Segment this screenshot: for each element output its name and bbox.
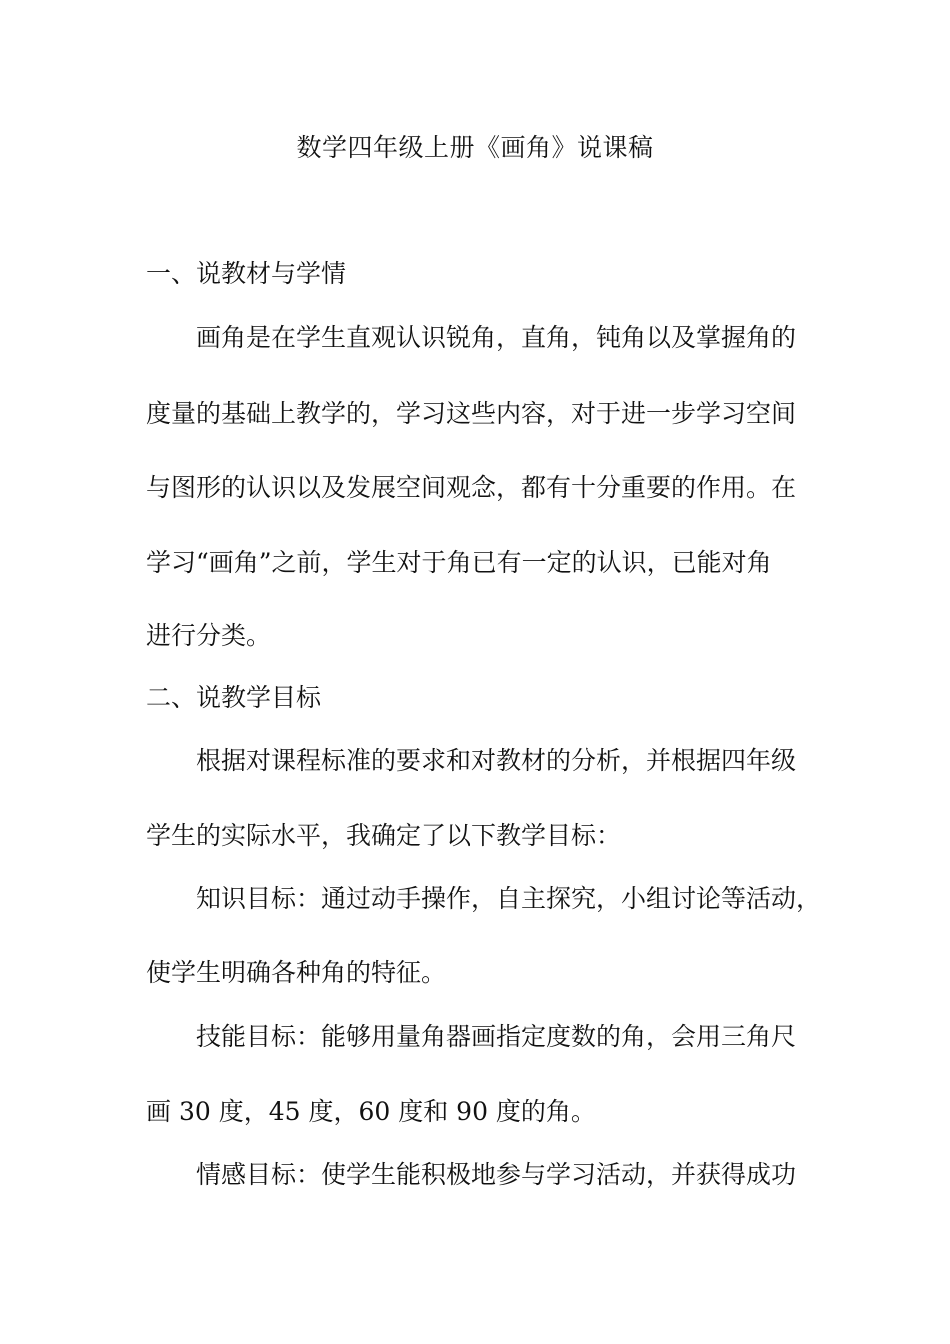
paragraph-line: 与图形的认识以及发展空间观念，都有十分重要的作用。在 (146, 473, 797, 502)
paragraph-line: 画 30 度，45 度，60 度和 90 度的角。 (146, 1097, 596, 1126)
paragraph-line: 度量的基础上教学的，学习这些内容，对于进一步学习空间 (146, 399, 797, 428)
paragraph-line: 进行分类。 (146, 621, 272, 650)
paragraph-line: 学习“画角”之前，学生对于角已有一定的认识，已能对角 (146, 548, 772, 577)
paragraph-line: 画角是在学生直观认识锐角，直角，钝角以及掌握角的 (196, 323, 797, 352)
paragraph-line: 使学生明确各种角的特征。 (146, 958, 447, 987)
paragraph-line: 学生的实际水平，我确定了以下教学目标： (146, 821, 622, 850)
section-heading-goals: 二、说教学目标 (146, 683, 322, 712)
section-heading-textbook: 一、说教材与学情 (146, 259, 347, 288)
skill-goal-line: 技能目标：能够用量角器画指定度数的角，会用三角尺 (196, 1022, 797, 1051)
emotion-goal-line: 情感目标：使学生能积极地参与学习活动，并获得成功 (196, 1160, 797, 1189)
document-title: 数学四年级上册《画角》说课稿 (296, 133, 654, 162)
paragraph-line: 根据对课程标准的要求和对教材的分析，并根据四年级 (196, 746, 797, 775)
knowledge-goal-line: 知识目标：通过动手操作，自主探究，小组讨论等活动， (196, 884, 822, 913)
